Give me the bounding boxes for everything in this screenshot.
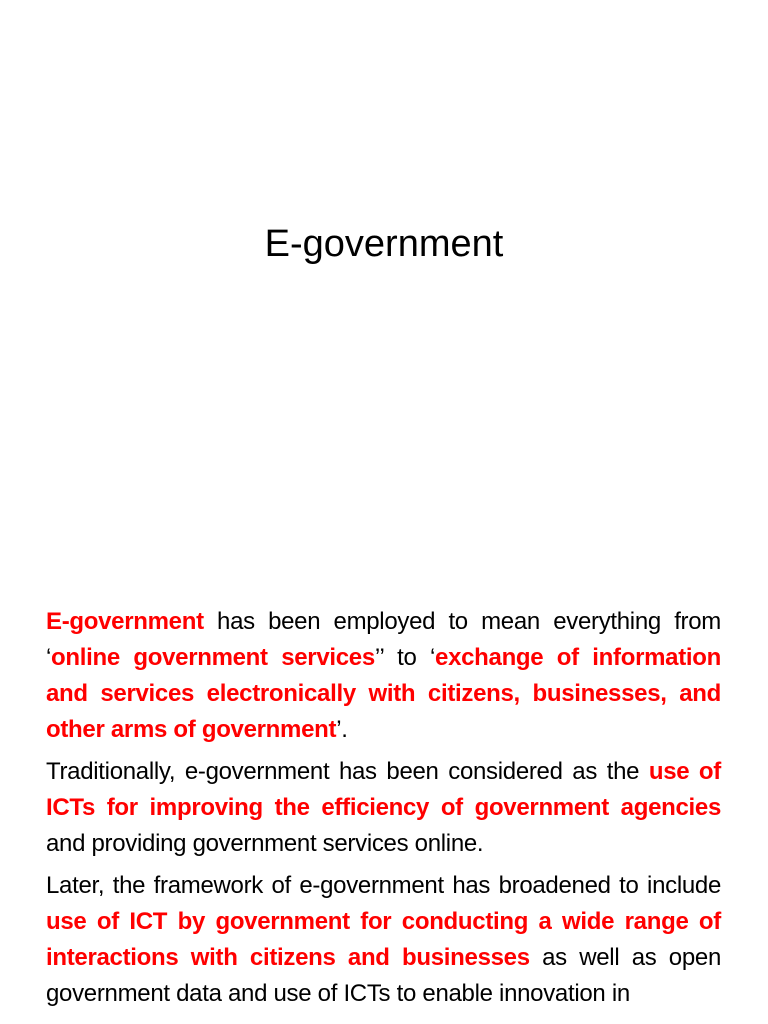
- body-text-segment: has been employed to mean everything from ‘: [46, 608, 721, 671]
- slide-title: E-government: [264, 223, 504, 265]
- body-text-segment: Traditionally, e-government has been considered as the: [46, 758, 649, 785]
- paragraph-3: [46, 868, 721, 1012]
- highlight-term: online government services: [51, 644, 375, 671]
- body-text-segment: Later, the framework of e-government has broadened to include: [46, 872, 721, 899]
- body-text-segment: as well as open government data and use of ICTs to enable innovation in: [46, 944, 721, 1007]
- slide-body: [46, 604, 721, 1018]
- highlight-term: exchange of information and services electronically with citizens, businesses, and other arms of government: [46, 644, 721, 743]
- body-text-segment: and providing government services online.: [46, 830, 484, 857]
- highlight-term: E-government: [46, 608, 204, 635]
- highlight-term: use of ICTs for improving the efficiency of government agencies: [46, 758, 721, 821]
- body-text-segment: ’’ to ‘: [374, 644, 436, 671]
- highlight-term: use of ICT by government for conducting a wide range of interactions with citizens and businesses: [46, 908, 721, 971]
- body-text-segment: ’.: [336, 716, 348, 743]
- paragraph-2: [46, 754, 721, 862]
- paragraph-1: [46, 604, 721, 748]
